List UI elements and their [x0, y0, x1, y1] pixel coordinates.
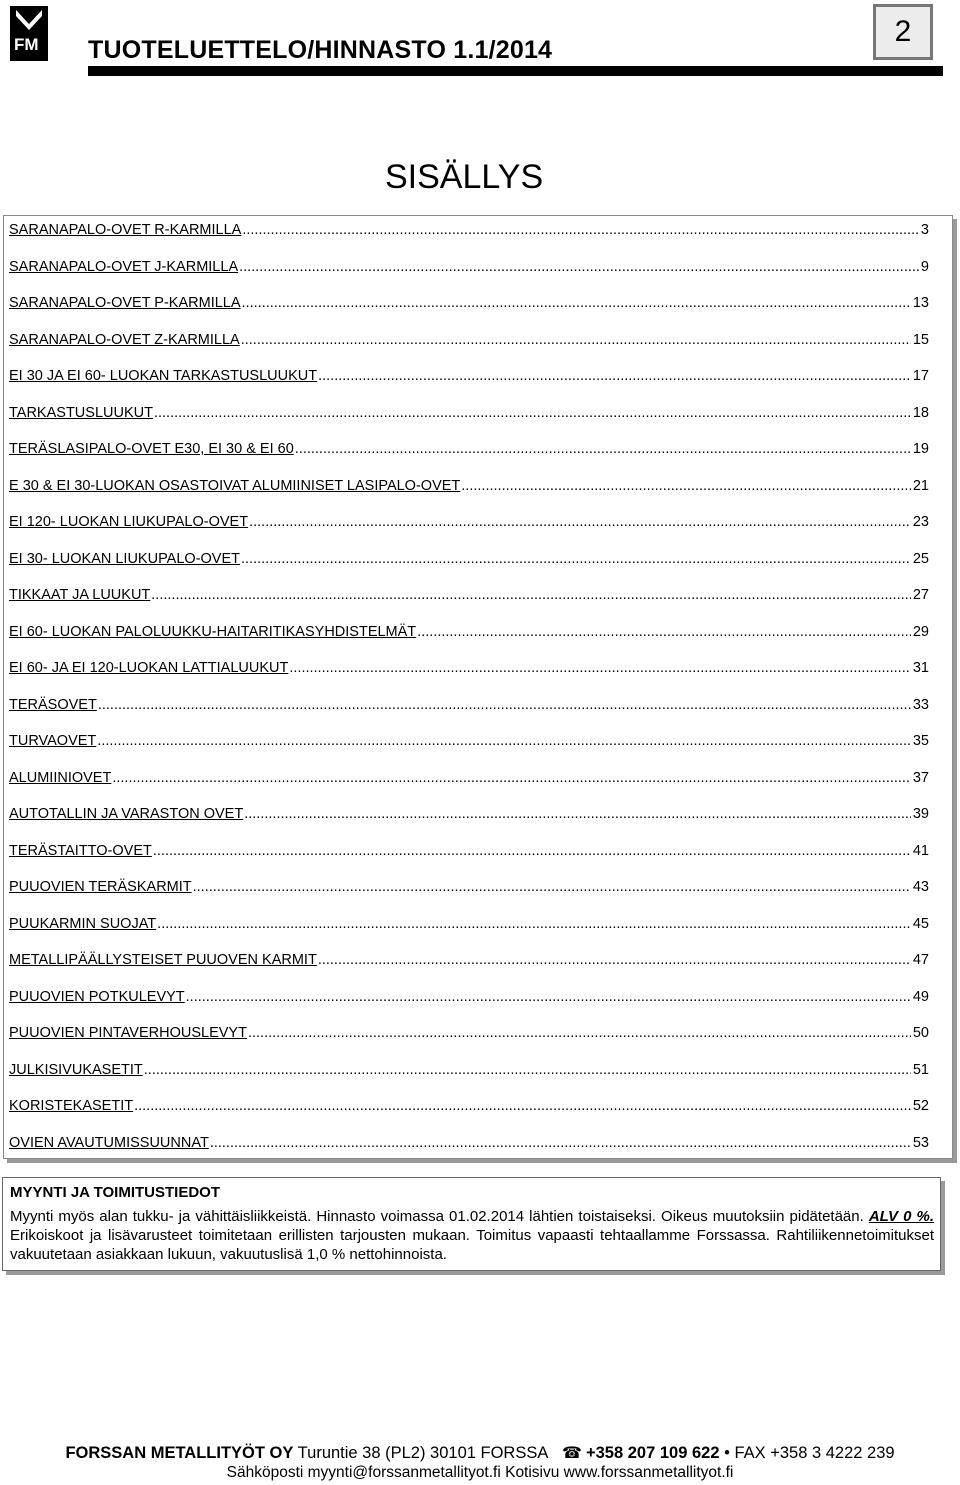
toc-entry[interactable]: [9, 624, 929, 642]
toc-entry-label[interactable]: TARKASTUSLUUKUT: [9, 404, 153, 421]
toc-entry[interactable]: [9, 295, 929, 313]
toc-entry-label[interactable]: TURVAOVET: [9, 733, 97, 749]
toc-leader-dots: [193, 879, 911, 895]
toc-leader-dots: [210, 1135, 911, 1151]
toc-entry-page: 41: [912, 842, 929, 859]
toc-entry-label[interactable]: TERÄSOVET: [9, 696, 97, 713]
info-title: MYYNTI JA TOIMITUSTIEDOT: [10, 1184, 221, 1201]
toc-entry-page: 13: [912, 295, 929, 311]
toc-entry[interactable]: [9, 514, 929, 532]
footer-fax: FAX +358 3 4222 239: [734, 1444, 895, 1462]
toc-entry-label[interactable]: TIKKAAT JA LUUKUT: [9, 587, 151, 603]
toc-entry-page: 52: [912, 1098, 929, 1114]
toc-entry-label[interactable]: SARANAPALO-OVET Z-KARMILLA: [9, 331, 240, 348]
svg-text:FM: FM: [14, 35, 39, 54]
toc-entry-label[interactable]: PUUOVIEN POTKULEVYT: [9, 988, 185, 1005]
toc-leader-dots: [153, 843, 911, 859]
toc-entry-page: 21: [912, 477, 929, 494]
toc-entry-page: 27: [912, 587, 929, 603]
toc-entry-page: 15: [912, 331, 929, 348]
toc-entry-label[interactable]: SARANAPALO-OVET P-KARMILLA: [9, 295, 241, 311]
toc-leader-dots: [151, 587, 911, 603]
toc-entry-label[interactable]: SARANAPALO-OVET R-KARMILLA: [9, 222, 242, 238]
toc-entry-label[interactable]: PUUOVIEN TERÄSKARMIT: [9, 879, 192, 895]
toc-leader-dots: [242, 222, 919, 238]
toc-entry-label[interactable]: EI 120- LUOKAN LIUKUPALO-OVET: [9, 514, 249, 530]
toc-leader-dots: [249, 514, 911, 530]
toc-entry[interactable]: [9, 1098, 929, 1116]
toc-entry-page: 45: [912, 915, 929, 932]
footer-bullet: •: [719, 1444, 735, 1462]
toc-entry[interactable]: [9, 587, 929, 605]
toc-leader-dots: [239, 259, 919, 275]
toc-entry[interactable]: [9, 733, 929, 751]
vat-note: ALV 0 %.: [868, 1208, 934, 1225]
toc-entry-label[interactable]: JULKISIVUKASETIT: [9, 1061, 143, 1078]
toc-entry-page: 17: [912, 368, 929, 384]
toc-leader-dots: [241, 332, 911, 348]
toc-entry-label[interactable]: EI 30- LUOKAN LIUKUPALO-OVET: [9, 550, 240, 567]
page-number: 2: [894, 15, 912, 48]
toc-entry[interactable]: [9, 551, 929, 569]
toc-entry[interactable]: [9, 368, 929, 386]
toc-entry-page: 3: [920, 222, 929, 238]
toc-entry-label[interactable]: E 30 & EI 30-LUOKAN OSASTOIVAT ALUMIINISET LASIPALO-OVET: [9, 477, 461, 494]
toc-entry[interactable]: [9, 916, 929, 934]
toc-entry-label[interactable]: EI 60- JA EI 120-LUOKAN LATTIALUUKUT: [9, 660, 289, 676]
toc-entry-label[interactable]: AUTOTALLIN JA VARASTON OVET: [9, 806, 244, 822]
sales-info-box: [2, 1177, 941, 1271]
table-of-contents: [3, 215, 953, 1159]
toc-entry[interactable]: [9, 806, 929, 824]
toc-leader-dots: [154, 405, 911, 421]
toc-entry-page: 43: [912, 879, 929, 895]
info-text: [10, 1207, 934, 1264]
toc-entry-page: 29: [912, 623, 929, 640]
toc-entry-label[interactable]: TERÄSLASIPALO-OVET E30, EI 30 & EI 60: [9, 441, 294, 457]
toc-entry-page: 35: [912, 733, 929, 749]
toc-entry[interactable]: [9, 660, 929, 678]
toc-leader-dots: [157, 916, 911, 932]
toc-leader-dots: [244, 806, 911, 822]
toc-entry-label[interactable]: TERÄSTAITTO-OVET: [9, 842, 152, 859]
toc-entry-page: 37: [912, 769, 929, 786]
page-number-box: [873, 4, 933, 60]
toc-entry[interactable]: [9, 697, 929, 715]
toc-entry-page: 51: [912, 1061, 929, 1078]
toc-entry-label[interactable]: EI 30 JA EI 60- LUOKAN TARKASTUSLUUKUT: [9, 368, 318, 384]
toc-leader-dots: [112, 770, 911, 786]
document-title: TUOTELUETTELO/HINNASTO 1.1/2014: [88, 36, 553, 64]
toc-leader-dots: [97, 733, 911, 749]
toc-entry-label[interactable]: ALUMIINIOVET: [9, 769, 112, 786]
toc-entry-page: 23: [912, 514, 929, 530]
header-rule: [88, 66, 943, 76]
toc-entry[interactable]: [9, 843, 929, 861]
toc-leader-dots: [417, 624, 911, 640]
toc-leader-dots: [241, 551, 911, 567]
toc-entry-label[interactable]: KORISTEKASETIT: [9, 1098, 134, 1114]
toc-entry-page: 18: [912, 404, 929, 421]
toc-entry-page: 47: [912, 952, 929, 968]
info-text-part1: Myynti myös alan tukku- ja vähittäisliikkeistä. Hinnasto voimassa 01.02.2014 lähtien toistaiseksi. Oikeus muutoksiin pidätetään.: [10, 1208, 869, 1225]
toc-leader-dots: [134, 1098, 911, 1114]
svg-text:®: ®: [43, 6, 48, 12]
toc-entry-page: 53: [912, 1134, 929, 1151]
toc-leader-dots: [461, 478, 911, 494]
toc-entry-page: 49: [912, 988, 929, 1005]
toc-entry[interactable]: [9, 770, 929, 788]
info-text-part2: Erikoiskoot ja lisävarusteet toimitetaan erillisten tarjousten mukaan. Toimitus vapaasti tehtaallamme Forssassa. Rahtiliikennetoimitukset vakuutetaan asiakkaan lukuun, vakuutuslisä 1,0 % nettohinnoista.: [10, 1227, 934, 1263]
toc-entry[interactable]: [9, 952, 929, 970]
toc-entry-page: 50: [912, 1025, 929, 1041]
toc-entry-label[interactable]: SARANAPALO-OVET J-KARMILLA: [9, 258, 239, 275]
toc-entry-label[interactable]: EI 60- LUOKAN PALOLUUKKU-HAITARITIKASYHDISTELMÄT: [9, 623, 417, 640]
toc-entry[interactable]: [9, 441, 929, 459]
footer-contact-line: [0, 1443, 960, 1463]
toc-entry[interactable]: [9, 259, 929, 277]
footer-address: Turuntie 38 (PL2) 30101 FORSSA: [293, 1444, 553, 1462]
toc-entry[interactable]: [9, 1135, 929, 1153]
toc-leader-dots: [144, 1062, 911, 1078]
toc-entry-page: 33: [912, 696, 929, 713]
toc-entry[interactable]: [9, 405, 929, 423]
toc-leader-dots: [242, 295, 911, 311]
toc-entry-page: 31: [912, 660, 929, 676]
toc-leader-dots: [295, 441, 911, 457]
toc-entry[interactable]: [9, 879, 929, 897]
toc-leader-dots: [98, 697, 911, 713]
toc-entry[interactable]: [9, 222, 929, 240]
toc-entry[interactable]: [9, 1062, 929, 1080]
toc-heading: SISÄLLYS: [385, 158, 544, 196]
toc-entry-label[interactable]: PUUKARMIN SUOJAT: [9, 915, 157, 932]
toc-entry-page: 25: [912, 550, 929, 567]
toc-entry[interactable]: [9, 332, 929, 350]
toc-leader-dots: [289, 660, 911, 676]
toc-entry[interactable]: [9, 989, 929, 1007]
telephone-icon: ☎: [562, 1445, 582, 1462]
toc-entry-page: 19: [912, 441, 929, 457]
toc-leader-dots: [318, 952, 911, 968]
toc-entry-page: 39: [912, 806, 929, 822]
toc-entry-label[interactable]: OVIEN AVAUTUMISSUUNNAT: [9, 1134, 209, 1151]
toc-entry-label[interactable]: METALLIPÄÄLLYSTEISET PUUOVEN KARMIT: [9, 952, 317, 968]
toc-leader-dots: [248, 1025, 911, 1041]
toc-leader-dots: [318, 368, 911, 384]
toc-leader-dots: [186, 989, 911, 1005]
footer-web-line: Sähköposti myynti@forssanmetallityot.fi Kotisivu www.forssanmetallityot.fi: [226, 1464, 734, 1481]
toc-entry-label[interactable]: PUUOVIEN PINTAVERHOUSLEVYT: [9, 1025, 247, 1041]
toc-entry[interactable]: [9, 1025, 929, 1043]
footer-phone: +358 207 109 622: [585, 1444, 720, 1462]
toc-entry-page: 9: [920, 258, 929, 275]
toc-entry[interactable]: [9, 478, 929, 496]
footer-company: FORSSAN METALLITYÖT OY: [65, 1444, 294, 1462]
company-logo: [10, 6, 48, 61]
